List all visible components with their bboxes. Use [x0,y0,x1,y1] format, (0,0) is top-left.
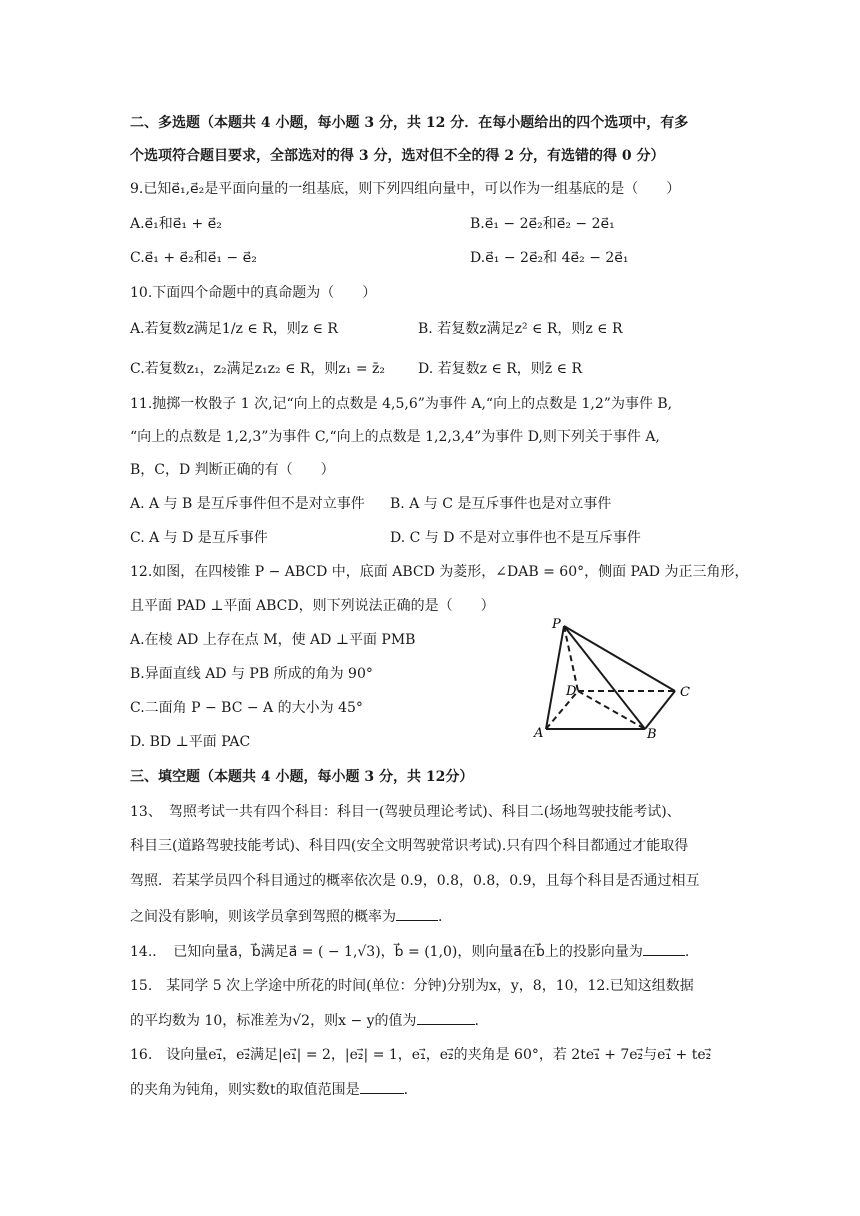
q11-option-c: C. A 与 D 是互斥事件 [130,530,268,546]
q12-option-a: A.在棱 AD 上存在点 M，使 AD ⊥平面 PMB [130,632,416,648]
q15-line2-text: 的平均数为 10，标准差为√2，则x − y的值为 [130,1013,417,1029]
q15-line1: 15. 某同学 5 次上学途中所花的时间(单位：分钟)分别为x，y，8，10，12.已知这组数据 [130,978,694,994]
section2-header-line2: 个选项符合题目要求，全部选对的得 3 分，选对但不全的得 2 分，有选错的得 0 分） [130,148,665,164]
edge-pb [564,626,645,729]
edge-db [578,691,645,729]
q16-answer-blank[interactable] [360,1079,404,1094]
q15-answer-blank[interactable] [417,1010,475,1025]
q13-line3: 驾照．若某学员四个科目通过的概率依次是 0.9，0.8，0.8，0.9，且每个科目是否通过相互 [130,873,700,889]
q10-stem: 10.下面四个命题中的真命题为（ ） [130,285,377,301]
q16-line2-text: 的夹角为钝角，则实数t的取值范围是 [130,1082,360,1098]
q16-line2 [130,1079,408,1100]
q13-line4 [130,906,442,927]
edge-pa [546,626,564,729]
q14-line [130,941,689,962]
q11-option-b: B. A 与 C 是互斥事件也是对立事件 [390,496,612,512]
q12-line2: 且平面 PAD ⊥平面 ABCD，则下列说法正确的是（ ） [130,598,495,614]
q13-line4-end: . [438,909,443,925]
q16-line1: 16. 设向量e₁⃗，e₂⃗满足|e₁⃗| = 2，|e₂⃗| = 1，e₁⃗，e₂⃗的夹角是 60°，若 2te₁⃗ + 7e₂⃗与e₁⃗ + te₂⃗ [130,1047,712,1063]
q15-line2-end: . [474,1013,479,1029]
q13-line1: 13、 驾照考试一共有四个科目：科目一(驾驶员理论考试)、科目二(场地驾驶技能考试)、 [130,804,681,820]
section2-header-line1: 二、多选题（本题共 4 小题，每小题 3 分，共 12 分．在每小题给出的四个选项中，有多 [130,115,689,131]
q13-line2: 科目三(道路驾驶技能考试)、科目四(安全文明驾驶常识考试).只有四个科目都通过才能取得 [130,838,689,854]
pyramid-figure [530,612,700,742]
q12-option-c: C.二面角 P − BC − A 的大小为 45° [130,700,363,716]
edge-pc [564,626,675,691]
label-p: P [552,617,561,632]
q11-line2: “向上的点数是 1,2,3”为事件 C,“向上的点数是 1,2,3,4”为事件 D,则下列关于事件 A, [130,429,660,445]
edge-bc [645,691,675,729]
q12-option-d: D. BD ⊥平面 PAC [130,734,251,750]
q12-line1: 12.如图，在四棱锥 P − ABCD 中，底面 ABCD 为菱形，∠DAB = 60°，侧面 PAD 为正三角形， [130,564,749,580]
q9-stem: 9.已知e⃗₁,e⃗₂是平面向量的一组基底，则下列四组向量中，可以作为一组基底的是（ ） [130,181,681,197]
q9-option-d: D.e⃗₁ − 2e⃗₂和 4e⃗₂ − 2e⃗₁ [470,250,629,266]
section3-header: 三、填空题（本题共 4 小题，每小题 3 分，共 12分） [130,769,474,785]
q14-end: . [684,944,690,960]
q11-line1: 11.抛掷一枚骰子 1 次,记“向上的点数是 4,5,6”为事件 A,“向上的点数是 1,2”为事件 B, [130,396,673,412]
q11-option-a: A. A 与 B 是互斥事件但不是对立事件 [130,496,365,512]
label-d: D [566,684,577,699]
label-a: A [534,726,544,741]
q11-line3: B，C，D 判断正确的有（ ） [130,462,335,478]
q9-option-a: A.e⃗₁和e⃗₁ + e⃗₂ [130,216,222,232]
label-c: C [680,685,690,700]
q10-option-b: B. 若复数z满足z² ∈ R，则z ∈ R [418,321,623,337]
q9-option-c: C.e⃗₁ + e⃗₂和e⃗₁ − e⃗₂ [130,250,257,266]
q10-option-c: C.若复数z₁，z₂满足z₁z₂ ∈ R，则z₁ = z̄₂ [130,361,386,377]
q13-line4-text: 之间没有影响，则该学员拿到驾照的概率为 [130,909,396,925]
q10-option-d: D. 若复数z ∈ R，则z̄ ∈ R [418,361,582,377]
q12-option-b: B.异面直线 AD 与 PB 所成的角为 90° [130,666,373,682]
q14-text: 14.． 已知向量a⃗，b⃗满足a⃗ = ( − 1,√3)，b⃗ = (1,0)，则向量a⃗在b⃗上的投影向量为 [130,944,643,960]
q9-option-b: B.e⃗₁ − 2e⃗₂和e⃗₂ − 2e⃗₁ [470,216,615,232]
label-b: B [647,727,657,742]
q14-answer-blank[interactable] [643,941,685,956]
q10-option-a: A.若复数z满足1/z ∈ R，则z ∈ R [130,321,338,337]
q15-line2 [130,1010,479,1031]
q11-option-d: D. C 与 D 不是对立事件也不是互斥事件 [390,530,641,546]
q16-line2-end: . [403,1082,409,1098]
q13-answer-blank[interactable] [396,906,438,921]
